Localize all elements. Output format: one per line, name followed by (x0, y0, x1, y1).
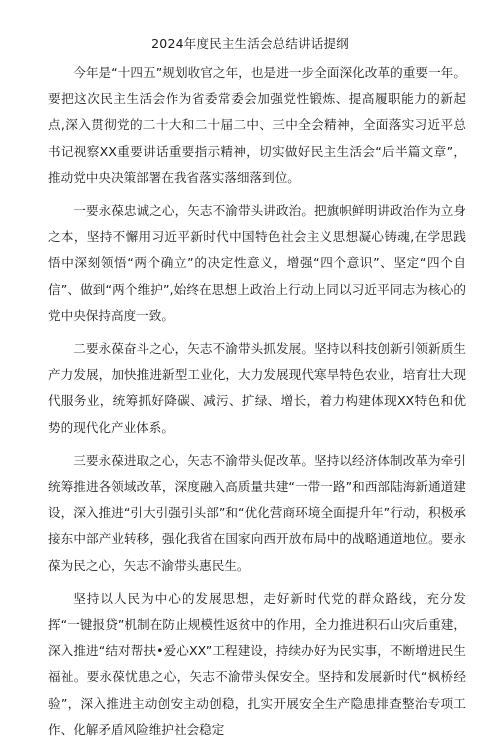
paragraph-livelihood: 坚持以人民为中心的发展思想，走好新时代党的群众路线，充分发挥“一键报贷”机制在防止规模性返贫中的作用，全力推进积石山灾后重建，深入推进“结对帮扶•爱心XX”工程建设，持续办好为民实事，不断增进民生福祉。要永葆忧患之心，矢志不渝带头保安全。坚持和发展新时代“枫桥经验”，深入推进主动创安主动创稳，扎实开展安全生产隐患排查整治专项工作、化解矛盾风险维护社会稳定 (48, 590, 466, 737)
paragraph-loyalty: 一要永葆忠诚之心，矢志不渝带头讲政治。把旗帜鲜明讲政治作为立身之本，坚持不懈用习近平新时代中国特色社会主义思想凝心铸魂,在学思践悟中深刻领悟“两个确立”的决定性意义，增强“四个意识”、坚定“四个自信”、做到“两个维护”,始终在思想上政治上行动上同以习近平同志为核心的党中央保持高度一致。 (48, 203, 466, 323)
document-title: 2024年度民主生活会总结讲话提纲 (151, 36, 349, 51)
document-body (48, 60, 466, 750)
paragraph-intro: 今年是“十四五”规划收官之年，也是进一步全面深化改革的重要一年。要把这次民主生活会作为省委常委会加强党性锻炼、提高履职能力的新起点,深入贯彻党的二十大和二十届二中、三中全会精神，全面落实习近平总书记视察XX重要讲话重要指示精神，切实做好民主生活会“后半篇文章”，推动党中央决策部署在我省落实落细落到位。 (48, 65, 466, 185)
paragraph-reform: 三要永葆进取之心，矢志不渝带头促改革。坚持以经济体制改革为牵引统筹推进各领域改革，深度融入高质量共建“一带一路”和西部陆海新通道建设，深入推进“引大引强引头部”和“优化营商环境全面提升年”行动，积极承接东中部产业转移，强化我省在国家向西开放布局中的战略通道地位。要永葆为民之心，矢志不渝带头惠民生。 (48, 452, 466, 573)
paragraph-development: 二要永葆奋斗之心，矢志不渝带头抓发展。坚持以科技创新引领新质生产力发展，加快推进新型工业化，大力发展现代寒旱特色农业，培育壮大现代服务业，统筹抓好降碳、减污、扩绿、增长，着力构建体现XX特色和优势的现代化产业体系。 (48, 341, 466, 435)
